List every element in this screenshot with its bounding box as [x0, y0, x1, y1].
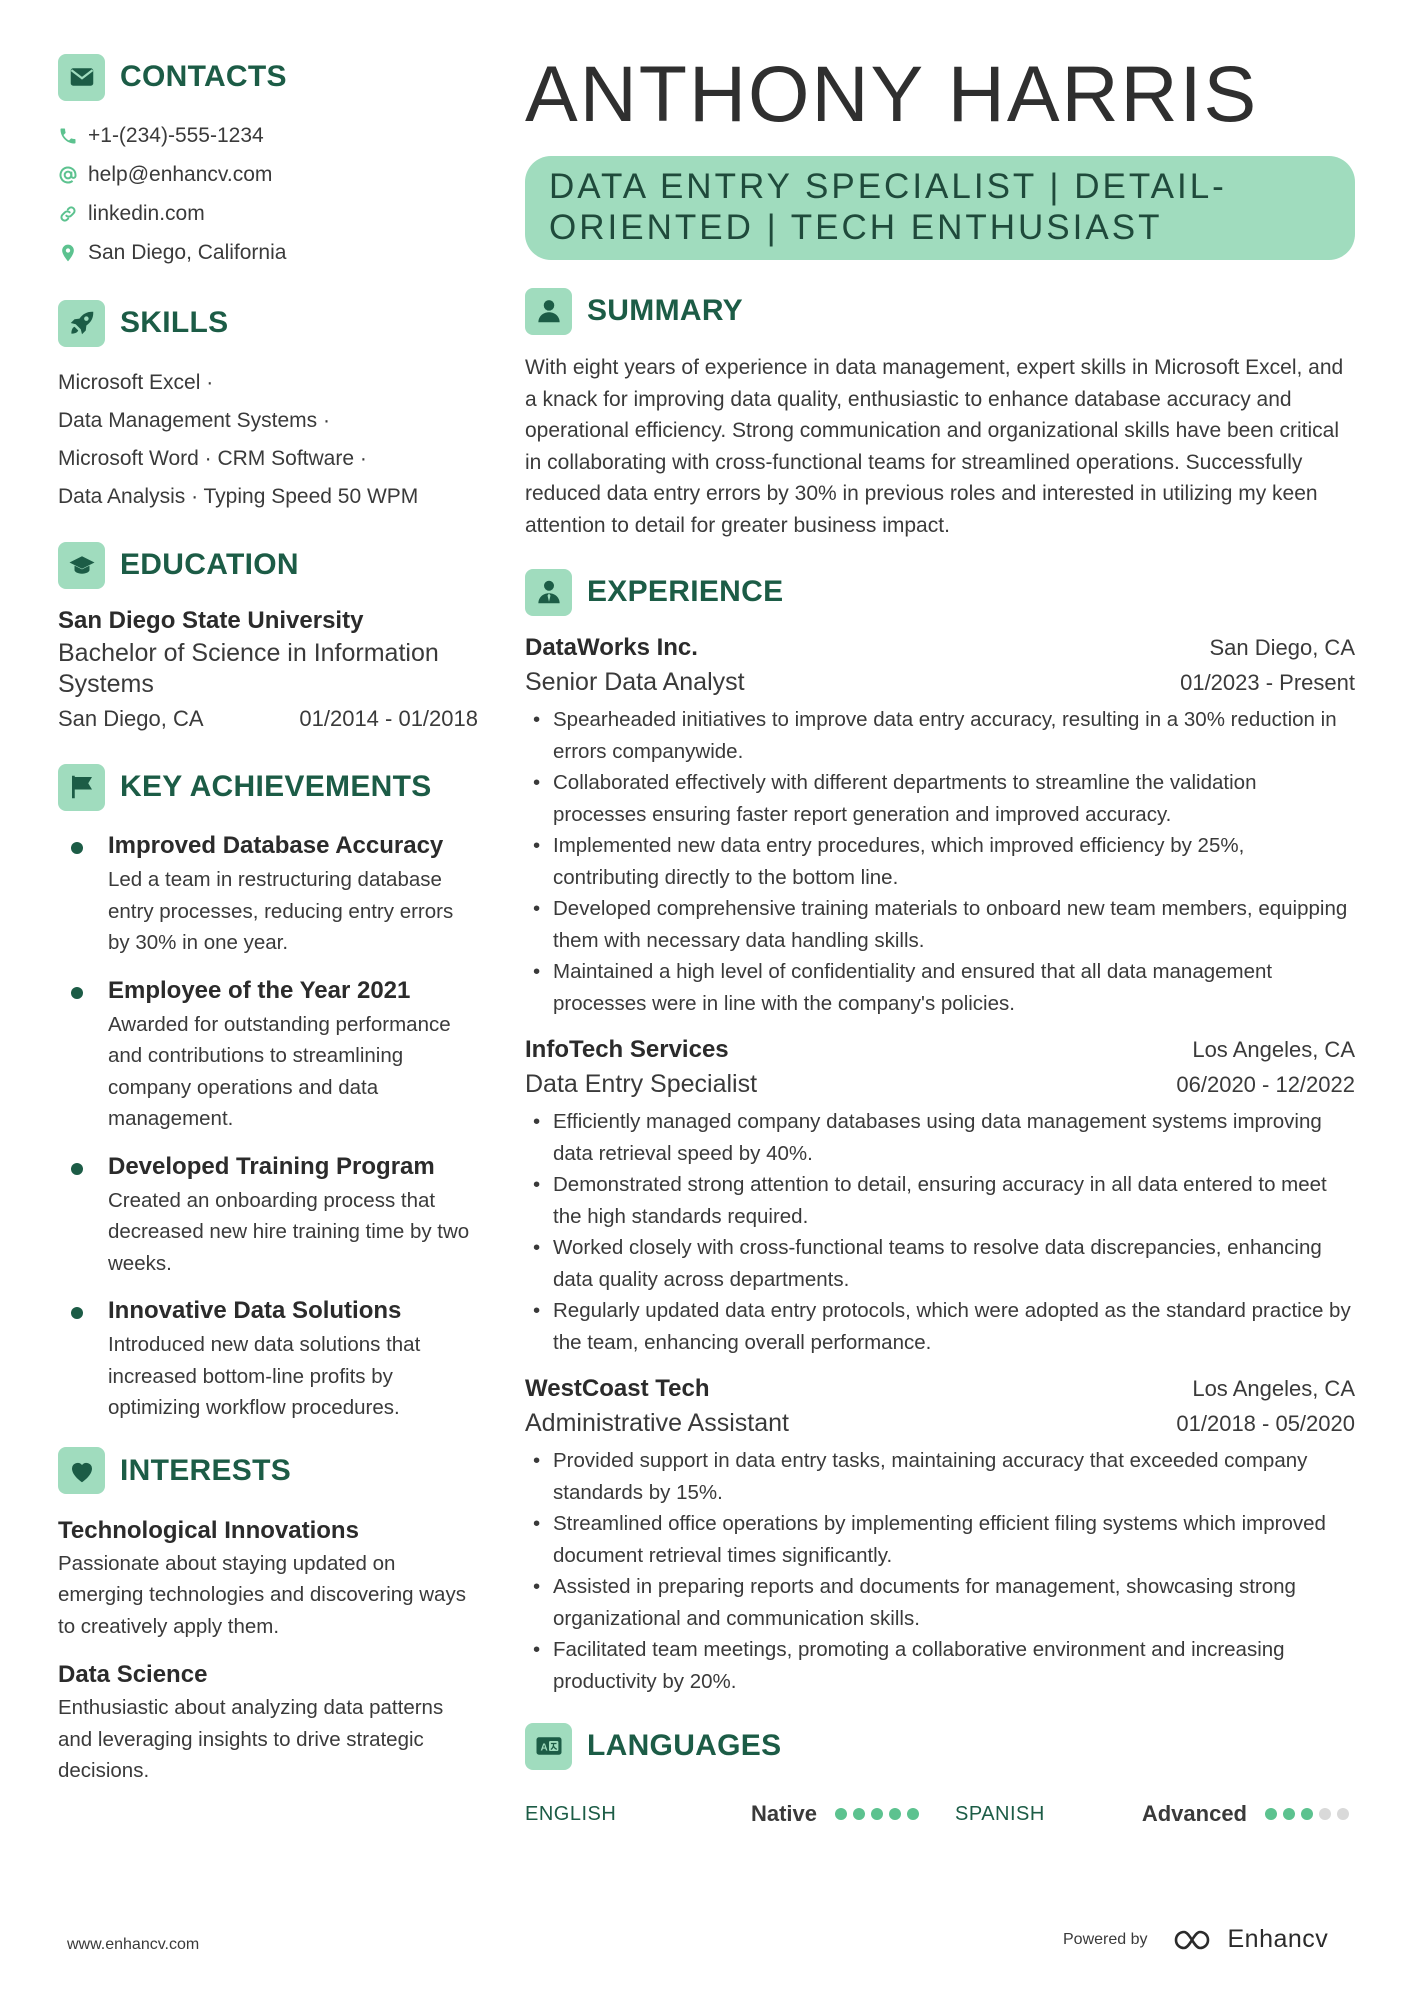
language-level: Native [750, 1801, 817, 1826]
contact-location [58, 233, 478, 272]
contact-email [58, 155, 478, 194]
achievements-title: KEY ACHIEVEMENTS [120, 770, 432, 803]
education-school: San Diego State University [58, 607, 364, 634]
job-bullet: • Demonstrated strong attention to detail, ensuring accuracy in all data entered to meet the high standards required. [525, 1169, 1355, 1232]
achievement-title: Innovative Data Solutions [108, 1297, 402, 1324]
education-header [58, 540, 478, 590]
job-bullet: • Efficiently managed company databases using data management systems improving data retrieval speed by 40%. [525, 1106, 1355, 1169]
job-bullet: • Developed comprehensive training materials to onboard new team members, equipping them with necessary data handling skills. [525, 893, 1355, 956]
location-text: San Diego, California [88, 240, 287, 264]
linkedin-text[interactable]: linkedin.com [88, 201, 205, 225]
job-location: San Diego, CA [1209, 635, 1355, 660]
job-bullet: • Streamlined office operations by implementing efficient filing systems which improved document retrieval times significantly. [525, 1508, 1355, 1571]
skills-line: Data Analysis · Typing Speed 50 WPM [58, 485, 419, 508]
heart-icon [58, 1447, 105, 1494]
contact-list [58, 116, 478, 272]
interest-title: Technological Innovations [58, 1516, 359, 1544]
footer-website[interactable]: www.enhancv.com [67, 1936, 200, 1953]
contact-phone [58, 116, 478, 155]
email-text[interactable]: help@enhancv.com [88, 162, 273, 186]
interest-title: Data Science [58, 1661, 208, 1688]
achievement-item [58, 830, 478, 959]
rating-dot-filled-icon [907, 1808, 919, 1820]
education-dates: 01/2014 - 01/2018 [299, 706, 478, 731]
person-icon [525, 288, 572, 335]
education-location: San Diego, CA [58, 706, 204, 731]
interest-desc: Enthusiastic about analyzing data patterns and leveraging insights to drive strategic decisions. [58, 1696, 444, 1782]
contact-linkedin [58, 194, 478, 233]
job-bullet: • Assisted in preparing reports and documents for management, showcasing strong organizational and communication skills. [525, 1571, 1355, 1634]
interests-header [58, 1446, 478, 1496]
language-level: Advanced [1141, 1801, 1247, 1826]
contacts-header [58, 52, 478, 102]
job-location: Los Angeles, CA [1192, 1376, 1355, 1401]
rating-dot-empty-icon [1319, 1808, 1331, 1820]
skills-line: Microsoft Excel · [58, 371, 214, 394]
candidate-name: ANTHONY HARRIS [525, 49, 1259, 138]
job-bullets [525, 1445, 1355, 1697]
achievements-header [58, 762, 478, 812]
achievement-desc: Created an onboarding process that decreased new hire training time by two weeks. [108, 1188, 470, 1275]
achievement-title: Developed Training Program [108, 1152, 435, 1180]
enhancv-logo-icon [1172, 1927, 1220, 1953]
rating-dot-filled-icon [853, 1808, 865, 1820]
job-bullet: • Regularly updated data entry protocols, which were adopted as the standard practice by the team, enhancing overall performance. [525, 1295, 1355, 1358]
achievement-title: Improved Database Accuracy [108, 832, 444, 859]
flag-icon [58, 764, 105, 811]
brand-name: Enhancv [1227, 1925, 1329, 1953]
language-name: SPANISH [955, 1802, 1045, 1825]
experience-title: EXPERIENCE [587, 575, 784, 608]
rating-dot-empty-icon [1337, 1808, 1349, 1820]
footer-branding [1063, 1925, 1328, 1954]
translate-icon [525, 1723, 572, 1770]
bullet-dot-icon [71, 987, 83, 999]
skills-line: Data Management Systems · [58, 409, 330, 432]
envelope-icon [58, 54, 105, 101]
summary-title: SUMMARY [587, 294, 743, 327]
right-column [525, 49, 1355, 1831]
language-item [955, 1797, 1355, 1831]
achievement-desc: Awarded for outstanding performance and contributions to streamlining company operations and data management. [108, 1012, 451, 1130]
rating-dot-filled-icon [871, 1808, 883, 1820]
achievement-title: Employee of the Year 2021 [108, 976, 411, 1004]
rocket-icon [58, 300, 105, 347]
job-dates: 06/2020 - 12/2022 [1176, 1072, 1355, 1097]
bullet-dot-icon [71, 842, 83, 854]
contacts-title: CONTACTS [120, 60, 287, 93]
link-icon [58, 204, 78, 224]
languages-header [525, 1721, 1355, 1771]
job-dates: 01/2018 - 05/2020 [1176, 1411, 1355, 1436]
job-bullet: • Implemented new data entry procedures, which improved efficiency by 25%, contributing directly to the bottom line. [525, 830, 1355, 893]
achievement-desc: Introduced new data solutions that increased bottom-line profits by optimizing workflow procedures. [108, 1333, 421, 1419]
job-bullet: • Maintained a high level of confidentiality and ensured that all data management processes were in line with the company's policies. [525, 956, 1355, 1019]
education-entry [58, 604, 478, 736]
job-entry [525, 631, 1355, 1019]
experience-header [525, 567, 1355, 617]
languages-list [525, 1771, 1355, 1831]
job-bullet: • Worked closely with cross-functional teams to resolve data discrepancies, enhancing data quality across departments. [525, 1232, 1355, 1295]
job-bullet: • Collaborated effectively with different departments to streamline the validation processes ensuring faster report generation and improved accuracy. [525, 767, 1355, 830]
left-column [58, 52, 478, 1803]
language-rating [1265, 1808, 1355, 1820]
graduation-cap-icon [58, 542, 105, 589]
job-bullets [525, 1106, 1355, 1358]
education-title: EDUCATION [120, 548, 299, 581]
interests-list [58, 1514, 478, 1787]
rating-dot-filled-icon [835, 1808, 847, 1820]
job-bullets [525, 704, 1355, 1019]
summary-header [525, 286, 1355, 336]
rating-dot-filled-icon [1301, 1808, 1313, 1820]
job-company: WestCoast Tech [525, 1375, 710, 1402]
powered-by-text: Powered by [1063, 1930, 1148, 1948]
businessman-icon [525, 569, 572, 616]
achievement-item [58, 1151, 478, 1280]
job-role: Administrative Assistant [525, 1409, 789, 1437]
skills-title: SKILLS [120, 306, 229, 339]
language-item [525, 1797, 925, 1831]
job-role: Data Entry Specialist [525, 1070, 758, 1098]
tagline-text: DATA ENTRY SPECIALIST | DETAIL-ORIENTED | TECH ENTHUSIAST [549, 167, 1227, 247]
skills-header [58, 298, 478, 348]
job-entry [525, 1033, 1355, 1358]
job-bullet: • Spearheaded initiatives to improve data entry accuracy, resulting in a 30% reduction in errors companywide. [525, 704, 1355, 767]
phone-icon [58, 126, 78, 146]
interest-desc: Passionate about staying updated on emerging technologies and discovering ways to creatively apply them. [58, 1551, 466, 1638]
job-company: InfoTech Services [525, 1036, 729, 1063]
bullet-dot-icon [71, 1307, 83, 1319]
achievement-desc: Led a team in restructuring database entry processes, reducing entry errors by 30% in one year. [108, 868, 454, 954]
interest-item [58, 1514, 478, 1643]
job-bullet: • Provided support in data entry tasks, maintaining accuracy that exceeded company standards by 15%. [525, 1445, 1355, 1508]
achievements-list [58, 830, 478, 1424]
skills-list [58, 364, 478, 516]
achievement-item [58, 975, 478, 1135]
interests-title: INTERESTS [120, 1453, 292, 1487]
bullet-dot-icon [71, 1163, 83, 1175]
job-company: DataWorks Inc. [525, 634, 698, 661]
rating-dot-filled-icon [889, 1808, 901, 1820]
languages-title: LANGUAGES [587, 1729, 782, 1762]
education-degree: Bachelor of Science in Information Systems [58, 639, 439, 698]
language-rating [835, 1808, 925, 1820]
job-role: Senior Data Analyst [525, 668, 745, 696]
job-bullet: • Facilitated team meetings, promoting a collaborative environment and increasing productivity by 20%. [525, 1634, 1355, 1697]
phone-text[interactable]: +1-(234)-555-1234 [88, 123, 264, 147]
job-dates: 01/2023 - Present [1180, 670, 1355, 695]
achievement-item [58, 1295, 478, 1424]
svg-text:A: A [540, 1742, 548, 1754]
rating-dot-filled-icon [1265, 1808, 1277, 1820]
summary-text: With eight years of experience in data management, expert skills in Microsoft Excel, and a knack for improving data quality, enthusiastic to enhance database accuracy and operational efficiency. Strong communication and organizational skills have been critical in collaborating with cross-functional teams for streamlined operations. Successfully reduced data entry errors by 30% in previous roles and interested in utilizing my keen attention to detail for greater business impact. [525, 356, 1344, 537]
job-location: Los Angeles, CA [1192, 1037, 1355, 1062]
tagline-box [525, 156, 1355, 260]
map-pin-icon [58, 243, 78, 263]
skills-line: Microsoft Word · CRM Software · [58, 447, 367, 470]
rating-dot-filled-icon [1283, 1808, 1295, 1820]
at-icon [58, 165, 78, 185]
interest-item [58, 1658, 478, 1787]
language-name: ENGLISH [525, 1802, 617, 1825]
job-entry [525, 1372, 1355, 1697]
